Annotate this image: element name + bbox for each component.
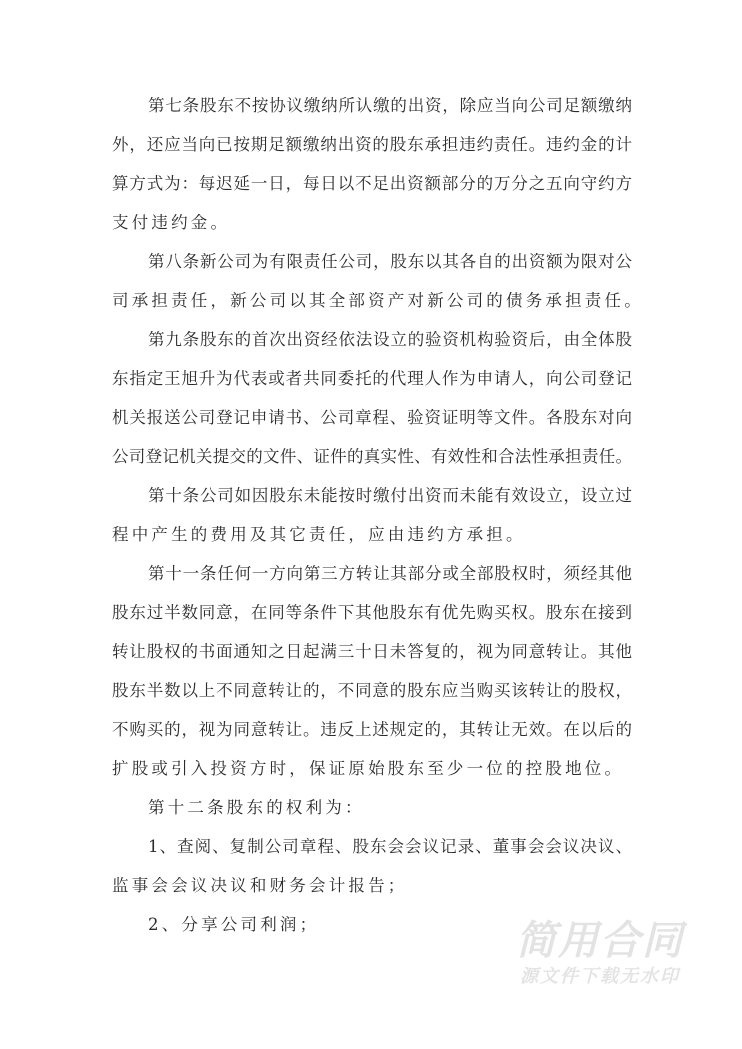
text-line: 1、查阅、复制公司章程、股东会会议记录、董事会会议决议、 <box>148 836 632 856</box>
text-line: 第十一条任何一方向第三方转让其部分或全部股权时，须经其他 <box>148 563 632 583</box>
text-line: 第十条公司如因股东未能按时缴付出资而未能有效设立，设立过 <box>148 485 632 505</box>
text-line: 监事会会议决议和财务会计报告； <box>112 875 408 895</box>
text-line: 不购买的，视为同意转让。违反上述规定的，其转让无效。在以后的 <box>112 719 632 739</box>
text-line: 算方式为：每迟延一日，每日以不足出资额部分的万分之五向守约方 <box>112 173 632 193</box>
text-line: 2、分享公司利润； <box>148 914 320 934</box>
text-line: 股东半数以上不同意转让的，不同意的股东应当购买该转让的股权， <box>112 680 632 700</box>
watermark-subtitle: 源文件下载无水印 <box>520 966 680 987</box>
text-line: 公司登记机关提交的文件、证件的真实性、有效性和合法性承担责任。 <box>112 446 632 466</box>
text-line: 机关报送公司登记申请书、公司章程、验资证明等文件。各股东对向 <box>112 407 632 427</box>
text-line: 第八条新公司为有限责任公司，股东以其各自的出资额为限对公 <box>148 251 632 271</box>
text-line: 第十二条股东的权利为： <box>148 797 365 817</box>
text-line: 第七条股东不按协议缴纳所认缴的出资，除应当向公司足额缴纳 <box>148 95 632 115</box>
text-line: 第九条股东的首次出资经依法设立的验资机构验资后，由全体股 <box>148 329 632 349</box>
watermark-title: 简用合同 <box>516 918 684 964</box>
text-line: 外，还应当向已按期足额缴纳出资的股东承担违约责任。违约金的计 <box>112 134 632 154</box>
text-line: 司承担责任，新公司以其全部资产对新公司的债务承担责任。 <box>112 290 644 310</box>
text-line: 股东过半数同意，在同等条件下其他股东有优先购买权。股东在接到 <box>112 602 632 622</box>
text-line: 东指定王旭升为代表或者共同委托的代理人作为申请人，向公司登记 <box>112 368 632 388</box>
watermark <box>510 918 690 990</box>
text-line: 支付违约金。 <box>112 212 231 232</box>
text-line: 转让股权的书面通知之日起满三十日未答复的，视为同意转让。其他 <box>112 641 632 661</box>
text-line: 扩股或引入投资方时，保证原始股东至少一位的控股地位。 <box>112 758 625 778</box>
text-line: 程中产生的费用及其它责任，应由违约方承担。 <box>112 524 526 544</box>
